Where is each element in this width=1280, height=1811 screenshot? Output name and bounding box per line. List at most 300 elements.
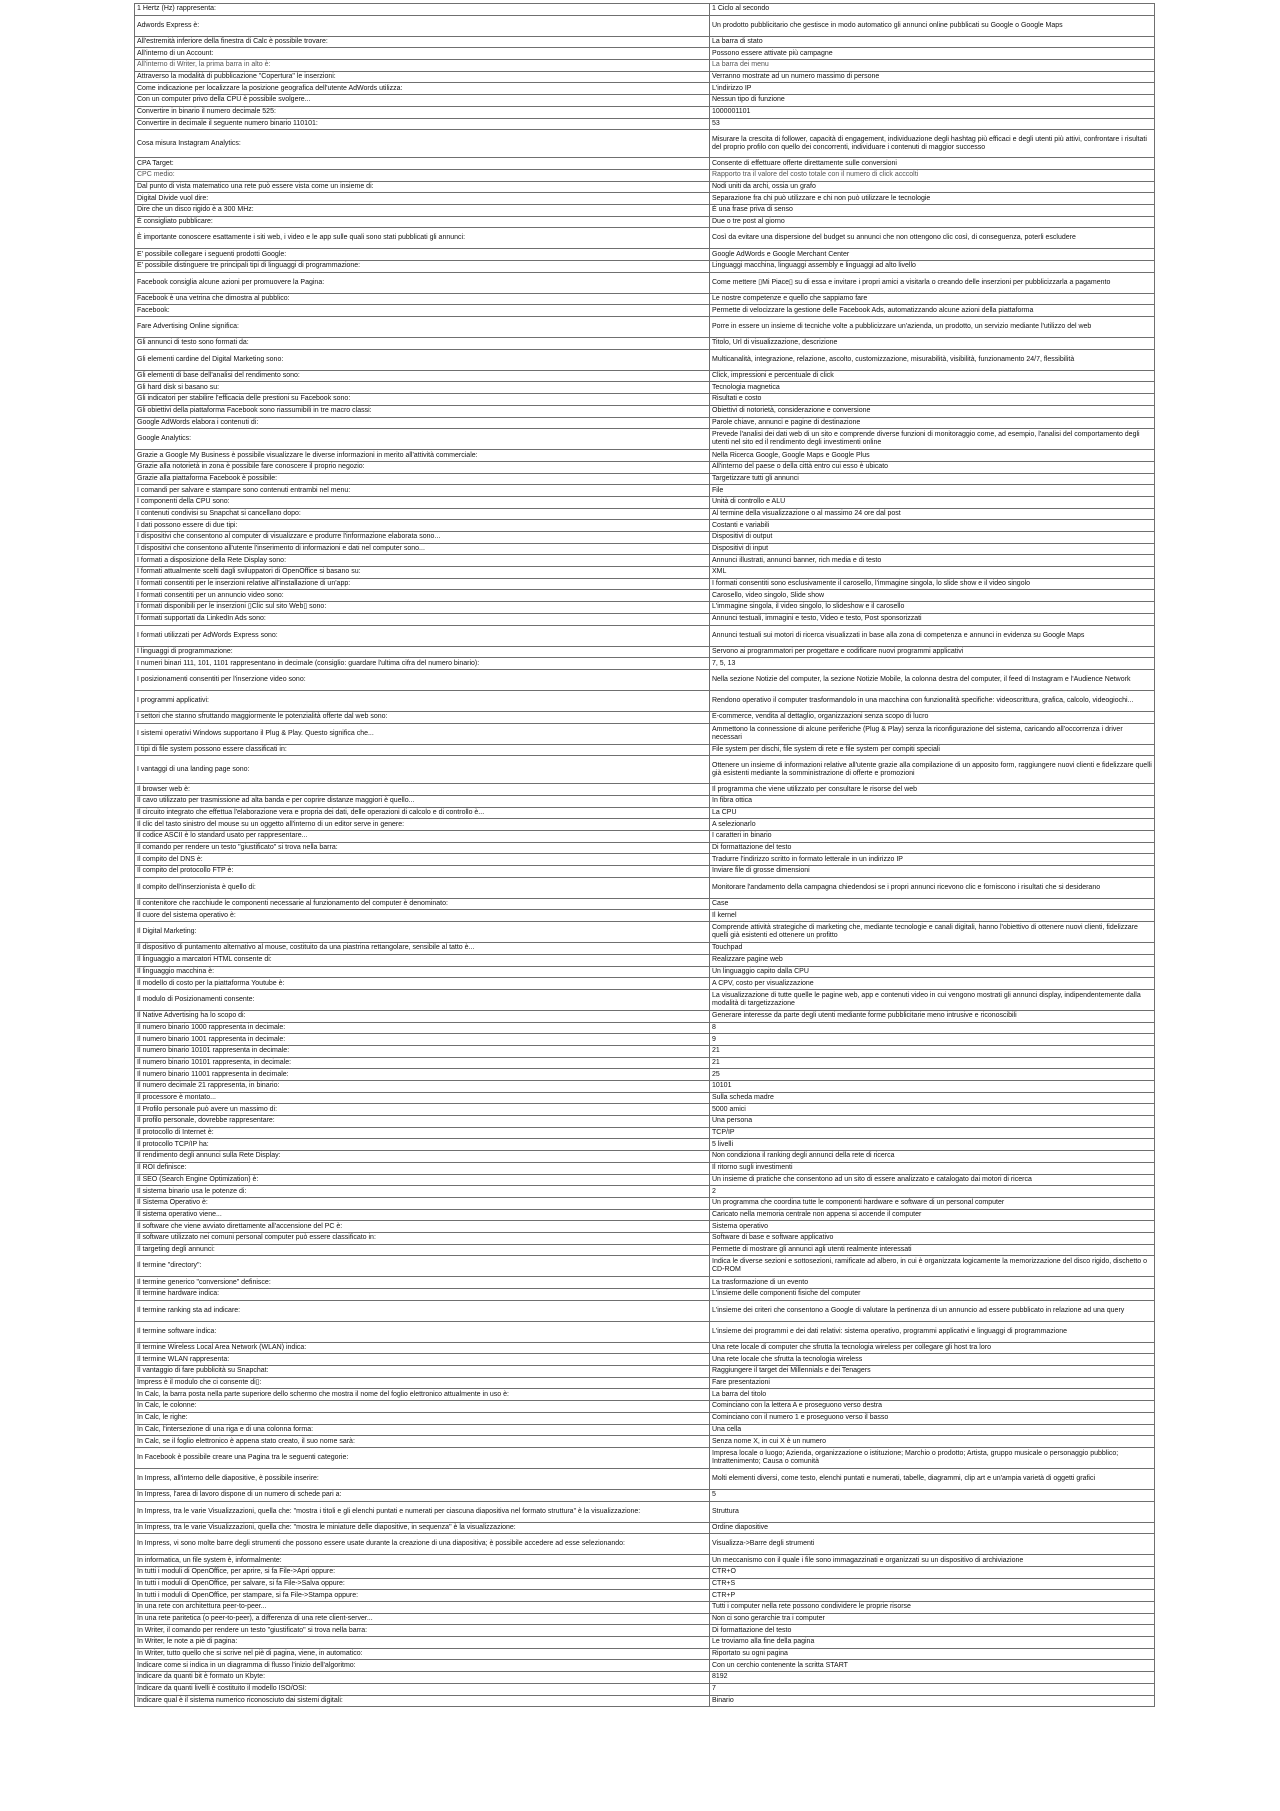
question-cell: Attraverso la modalità di pubblicazione "Copertura" le inserzioni: xyxy=(135,71,710,83)
answer-cell: La barra del titolo xyxy=(710,1389,1155,1401)
table-row xyxy=(135,71,1155,83)
question-cell: Il dispositivo di puntamento alternativo al mouse, costituito da una piastrina rettangolare, sensibile al tatto è... xyxy=(135,943,710,955)
question-cell: Google Analytics: xyxy=(135,429,710,450)
answer-cell: Riportato su ogni pagina xyxy=(710,1648,1155,1660)
answer-cell: Obiettivi di notorietà, considerazione e conversione xyxy=(710,405,1155,417)
answer-cell: 5 xyxy=(710,1489,1155,1501)
table-row xyxy=(135,1412,1155,1424)
question-cell: Il linguaggio a marcatori HTML consente di: xyxy=(135,954,710,966)
table-row xyxy=(135,1522,1155,1534)
table-row xyxy=(135,461,1155,473)
question-cell: Dal punto di vista matematico una rete può essere vista come un insieme di: xyxy=(135,181,710,193)
question-cell: Il rendimento degli annunci sulla Rete Display: xyxy=(135,1151,710,1163)
question-cell: Il Digital Marketing: xyxy=(135,922,710,943)
answer-cell: Separazione fra chi può utilizzare e chi non può utilizzare le tecnologie xyxy=(710,193,1155,205)
question-cell: Google AdWords elabora i contenuti di: xyxy=(135,417,710,429)
question-cell: Il numero binario 10101 rappresenta in decimale: xyxy=(135,1045,710,1057)
answer-cell: Ammettono la connessione di alcune periferiche (Plug & Play) senza la riconfigurazione del sistema, caricando all'occorrenza i driver necessari xyxy=(710,723,1155,744)
answer-cell: Cominciano con la lettera A e proseguono verso destra xyxy=(710,1401,1155,1413)
question-cell: È importante conoscere esattamente i siti web, i video e le app sulle quali sono stati pubblicati gli annunci: xyxy=(135,228,710,249)
question-cell: Il Profilo personale può avere un massimo di: xyxy=(135,1104,710,1116)
table-row xyxy=(135,1695,1155,1707)
question-cell: All'estremità inferiore della finestra di Calc è possibile trovare: xyxy=(135,36,710,48)
question-cell: Il contenitore che racchiude le componenti necessarie al funzionamento del computer è denominato: xyxy=(135,898,710,910)
answer-cell: Raggiungere il target dei Millennials e dei Tenagers xyxy=(710,1366,1155,1378)
question-cell: Cosa misura Instagram Analytics: xyxy=(135,130,710,158)
question-cell: Con un computer privo della CPU è possibile svolgere... xyxy=(135,95,710,107)
question-cell: I formati supportati da LinkedIn Ads sono: xyxy=(135,613,710,625)
table-row xyxy=(135,48,1155,60)
table-row xyxy=(135,658,1155,670)
answer-cell: Un prodotto pubblicitario che gestisce in modo automatico gli annunci online pubblicati su Google o Google Maps xyxy=(710,15,1155,36)
question-cell: Il termine WLAN rappresenta: xyxy=(135,1354,710,1366)
answer-cell: Servono ai programmatori per progettare e codificare nuovi programmi applicativi xyxy=(710,646,1155,658)
answer-cell: Cominciano con il numero 1 e proseguono verso il basso xyxy=(710,1412,1155,1424)
table-row xyxy=(135,1256,1155,1277)
table-row xyxy=(135,1116,1155,1128)
table-row xyxy=(135,943,1155,955)
answer-cell: Non condiziona il ranking degli annunci della rete di ricerca xyxy=(710,1151,1155,1163)
answer-cell: Costanti e variabili xyxy=(710,520,1155,532)
answer-cell: Multicanalità, integrazione, relazione, ascolto, customizzazione, misurabilità, visibilità, funzionamento 24/7, flessibilità xyxy=(710,349,1155,370)
answer-cell: Struttura xyxy=(710,1501,1155,1522)
answer-cell: Case xyxy=(710,898,1155,910)
question-cell: Il numero binario 11001 rappresenta in decimale: xyxy=(135,1069,710,1081)
table-row xyxy=(135,1321,1155,1342)
table-row xyxy=(135,807,1155,819)
answer-cell: Il ritorno sugli investimenti xyxy=(710,1162,1155,1174)
table-row xyxy=(135,1566,1155,1578)
table-row xyxy=(135,1389,1155,1401)
table-row xyxy=(135,496,1155,508)
question-cell: I dispositivi che consentono al computer di visualizzare e produrre l'informazione elaborata sono... xyxy=(135,532,710,544)
question-cell: Il modello di costo per la piattaforma Youtube è: xyxy=(135,978,710,990)
answer-cell: In fibra ottica xyxy=(710,795,1155,807)
table-row xyxy=(135,555,1155,567)
answer-cell: Parole chiave, annunci e pagine di destinazione xyxy=(710,417,1155,429)
table-row xyxy=(135,1300,1155,1321)
question-cell: Il clic del tasto sinistro del mouse su un oggetto all'interno di un editor serve in genere: xyxy=(135,819,710,831)
answer-cell: Consente di effettuare offerte direttamente sulle conversioni xyxy=(710,158,1155,170)
table-row xyxy=(135,1672,1155,1684)
table-row xyxy=(135,1034,1155,1046)
answer-cell: Al termine della visualizzazione o al massimo 24 ore dal post xyxy=(710,508,1155,520)
answer-cell: Una persona xyxy=(710,1116,1155,1128)
question-cell: In tutti i moduli di OpenOffice, per aprire, si fa File->Apri oppure: xyxy=(135,1566,710,1578)
answer-cell: Visualizza->Barre degli strumenti xyxy=(710,1534,1155,1555)
question-cell: I formati consentiti per le inserzioni relative all'installazione di un'app: xyxy=(135,578,710,590)
answer-cell: Tutti i computer nella rete possono condividere le proprie risorse xyxy=(710,1602,1155,1614)
question-cell: Il browser web è: xyxy=(135,784,710,796)
question-cell: Il vantaggio di fare pubblicità su Snapchat: xyxy=(135,1366,710,1378)
question-cell: Fare Advertising Online significa: xyxy=(135,317,710,338)
question-cell: In Impress, l'area di lavoro dispone di un numero di schede pari a: xyxy=(135,1489,710,1501)
table-row xyxy=(135,228,1155,249)
table-row xyxy=(135,1186,1155,1198)
answer-cell: Una cella xyxy=(710,1424,1155,1436)
answer-cell: Il kernel xyxy=(710,910,1155,922)
answer-cell: I formati consentiti sono esclusivamente il carosello, l'immagine singola, lo slide show e il video singolo xyxy=(710,578,1155,590)
answer-cell: Permette di mostrare gli annunci agli utenti realmente interessati xyxy=(710,1244,1155,1256)
table-row xyxy=(135,543,1155,555)
table-row xyxy=(135,36,1155,48)
table-row xyxy=(135,625,1155,646)
answer-cell: 9 xyxy=(710,1034,1155,1046)
answer-cell: Di formattazione del testo xyxy=(710,842,1155,854)
question-cell: In Facebook è possibile creare una Pagina tra le seguenti categorie: xyxy=(135,1447,710,1468)
question-cell: In Impress, tra le varie Visualizzazioni, quella che: "mostra i titoli e gli elenchi puntati e numerati per ciascuna diapositiva nel formato struttura" è la visualizzazione: xyxy=(135,1501,710,1522)
table-row xyxy=(135,473,1155,485)
table-row xyxy=(135,1221,1155,1233)
question-cell: Il cuore del sistema operativo è: xyxy=(135,910,710,922)
question-cell: Il protocollo di Internet è: xyxy=(135,1127,710,1139)
question-cell: Gli elementi di base dell'analisi del rendimento sono: xyxy=(135,370,710,382)
answer-cell: Nessun tipo di funzione xyxy=(710,95,1155,107)
table-row xyxy=(135,1209,1155,1221)
question-cell: CPC medio: xyxy=(135,169,710,181)
table-row xyxy=(135,1069,1155,1081)
table-row xyxy=(135,877,1155,898)
question-cell: Il profilo personale, dovrebbe rappresentare: xyxy=(135,1116,710,1128)
question-cell: Il modulo di Posizionamenti consente: xyxy=(135,989,710,1010)
question-cell: I vantaggi di una landing page sono: xyxy=(135,756,710,784)
table-row xyxy=(135,795,1155,807)
table-row xyxy=(135,1104,1155,1116)
table-row xyxy=(135,394,1155,406)
table-row xyxy=(135,83,1155,95)
table-row xyxy=(135,1151,1155,1163)
table-row xyxy=(135,842,1155,854)
table-row xyxy=(135,417,1155,429)
answer-cell: Touchpad xyxy=(710,943,1155,955)
answer-cell: Indica le diverse sezioni e sottosezioni, ramificate ad albero, in cui è organizzata logicamente la memorizzazione del disco rigido, dischetto o CD-ROM xyxy=(710,1256,1155,1277)
table-row xyxy=(135,370,1155,382)
question-cell: Il codice ASCII è lo standard usato per rappresentare... xyxy=(135,831,710,843)
answer-cell: 7, 5, 13 xyxy=(710,658,1155,670)
answer-cell: Comprende attività strategiche di marketing che, mediante tecnologie e canali digitali, hanno l'obiettivo di ottenere nuovi clienti, fidelizzare quelli già esistenti ed ottenere un profitto xyxy=(710,922,1155,943)
question-cell: Gli elementi cardine del Digital Marketing sono: xyxy=(135,349,710,370)
table-row xyxy=(135,819,1155,831)
table-row xyxy=(135,831,1155,843)
question-cell: I formati a disposizione della Rete Display sono: xyxy=(135,555,710,567)
table-row xyxy=(135,954,1155,966)
question-cell: I formati disponibili per le inserzioni ▯Clic sul sito Web▯ sono: xyxy=(135,602,710,614)
table-row xyxy=(135,854,1155,866)
answer-cell: E-commerce, vendita al dettaglio, organizzazioni senza scopo di lucro xyxy=(710,711,1155,723)
answer-cell: Fare presentazioni xyxy=(710,1377,1155,1389)
question-cell: In Writer, il comando per rendere un testo "giustificato" si trova nella barra: xyxy=(135,1625,710,1637)
answer-cell: Di formattazione del testo xyxy=(710,1625,1155,1637)
answer-cell: XML xyxy=(710,567,1155,579)
table-row xyxy=(135,317,1155,338)
answer-cell: Ordine diapositive xyxy=(710,1522,1155,1534)
answer-cell: Il programma che viene utilizzato per consultare le risorse del web xyxy=(710,784,1155,796)
table-row xyxy=(135,193,1155,205)
answer-cell: Tradurre l'indirizzo scritto in formato letterale in un indirizzo IP xyxy=(710,854,1155,866)
answer-cell: L'immagine singola, il video singolo, lo slideshow e il carosello xyxy=(710,602,1155,614)
answer-cell: Possono essere attivate più campagne xyxy=(710,48,1155,60)
answer-cell: Monitorare l'andamento della campagna chiedendosi se i propri annunci ricevono clic e forniscono i risultati che si desiderano xyxy=(710,877,1155,898)
answer-cell: L'insieme delle componenti fisiche del computer xyxy=(710,1289,1155,1301)
table-row xyxy=(135,216,1155,228)
table-row xyxy=(135,866,1155,878)
table-row xyxy=(135,508,1155,520)
answer-cell: I caratteri in binario xyxy=(710,831,1155,843)
question-cell: I dati possono essere di due tipi: xyxy=(135,520,710,532)
table-row xyxy=(135,1232,1155,1244)
table-row xyxy=(135,723,1155,744)
table-row xyxy=(135,1354,1155,1366)
table-row xyxy=(135,130,1155,158)
table-row xyxy=(135,15,1155,36)
question-cell: Il Sistema Operativo è: xyxy=(135,1197,710,1209)
question-cell: Facebook: xyxy=(135,305,710,317)
question-answer-table xyxy=(134,3,1155,1707)
answer-cell: Rapporto tra il valore del costo totale con il numero di click acccolti xyxy=(710,169,1155,181)
question-cell: Grazie alla notorietà in zona è possibile fare conoscere il proprio negozio: xyxy=(135,461,710,473)
question-cell: I settori che stanno sfruttando maggiormente le potenzialità offerte dal web sono: xyxy=(135,711,710,723)
answer-cell: La visualizzazione di tutte quelle le pagine web, app e contenuti video in cui vengono mostrati gli annunci display, indipendentemente dalla modalità di targetizzazione xyxy=(710,989,1155,1010)
question-cell: Il termine "directory": xyxy=(135,1256,710,1277)
table-row xyxy=(135,1092,1155,1104)
question-cell: Il software utilizzato nei comuni personal computer può essere classificato in: xyxy=(135,1232,710,1244)
table-row xyxy=(135,1501,1155,1522)
answer-cell: 10101 xyxy=(710,1081,1155,1093)
table-row xyxy=(135,567,1155,579)
answer-cell: All'interno del paese o della città entro cui esso è ubicato xyxy=(710,461,1155,473)
question-cell: In tutti i moduli di OpenOffice, per salvare, si fa File->Salva oppure: xyxy=(135,1578,710,1590)
question-cell: Il numero decimale 21 rappresenta, in binario: xyxy=(135,1081,710,1093)
table-row xyxy=(135,520,1155,532)
question-cell: Il sistema operativo viene... xyxy=(135,1209,710,1221)
table-row xyxy=(135,532,1155,544)
answer-cell: Dispositivi di input xyxy=(710,543,1155,555)
table-row xyxy=(135,1424,1155,1436)
table-row xyxy=(135,602,1155,614)
answer-cell: È una frase priva di senso xyxy=(710,204,1155,216)
question-cell: Adwords Express è: xyxy=(135,15,710,36)
table-row xyxy=(135,744,1155,756)
table-row xyxy=(135,1139,1155,1151)
question-cell: In Calc, l'intersezione di una riga e di una colonna forma: xyxy=(135,1424,710,1436)
table-row xyxy=(135,382,1155,394)
question-cell: Indicare da quanti livelli è costituito il modello ISO/OSI: xyxy=(135,1683,710,1695)
question-cell: In tutti i moduli di OpenOffice, per stampare, si fa File->Stampa oppure: xyxy=(135,1590,710,1602)
question-cell: Grazie a Google My Business è possibile visualizzare le diverse informazioni in merito all'attività commerciale: xyxy=(135,450,710,462)
table-row xyxy=(135,1010,1155,1022)
question-cell: E' possibile collegare i seguenti prodotti Google: xyxy=(135,249,710,261)
question-cell: I formati consentiti per un annuncio video sono: xyxy=(135,590,710,602)
answer-cell: Nella sezione Notizie del computer, la sezione Notizie Mobile, la colonna destra del computer, il feed di Instagram e l'Audience Network xyxy=(710,669,1155,690)
table-row xyxy=(135,106,1155,118)
question-cell: Il termine ranking sta ad indicare: xyxy=(135,1300,710,1321)
table-row xyxy=(135,349,1155,370)
answer-cell: Titolo, Url di visualizzazione, descrizione xyxy=(710,338,1155,350)
question-cell: Indicare come si indica in un diagramma di flusso l'inizio dell'algoritmo: xyxy=(135,1660,710,1672)
question-cell: In Calc, la barra posta nella parte superiore dello schermo che mostra il nome del foglio elettronico attualmente in uso è: xyxy=(135,1389,710,1401)
answer-cell: La barra dei menu xyxy=(710,60,1155,72)
answer-cell: Tecnologia magnetica xyxy=(710,382,1155,394)
answer-cell: Sulla scheda madre xyxy=(710,1092,1155,1104)
table-row xyxy=(135,1613,1155,1625)
answer-cell: Un programma che coordina tutte le componenti hardware e software di un personal computer xyxy=(710,1197,1155,1209)
question-cell: Gli indicatori per stabilire l'efficacia delle prestioni su Facebook sono: xyxy=(135,394,710,406)
answer-cell: 5 livelli xyxy=(710,1139,1155,1151)
question-cell: Il protocollo TCP/IP ha: xyxy=(135,1139,710,1151)
table-row xyxy=(135,158,1155,170)
table-row xyxy=(135,669,1155,690)
question-cell: Il compito dell'inserzionista è quello di: xyxy=(135,877,710,898)
table-row xyxy=(135,613,1155,625)
question-cell: E' possibile distinguere tre principali tipi di linguaggi di programmazione: xyxy=(135,261,710,273)
answer-cell: File xyxy=(710,485,1155,497)
answer-cell: 7 xyxy=(710,1683,1155,1695)
answer-cell: Targetizzare tutti gli annunci xyxy=(710,473,1155,485)
table-row xyxy=(135,1637,1155,1649)
question-cell: Il termine generico "conversione" definisce: xyxy=(135,1277,710,1289)
answer-cell: Software di base e software applicativo xyxy=(710,1232,1155,1244)
question-cell: Il termine Wireless Local Area Network (WLAN) indica: xyxy=(135,1342,710,1354)
table-row xyxy=(135,60,1155,72)
question-cell: Come indicazione per localizzare la posizione geografica dell'utente AdWords utilizza: xyxy=(135,83,710,95)
question-cell: In Calc, se il foglio elettronico è appena stato creato, il suo nome sarà: xyxy=(135,1436,710,1448)
question-cell: Il compito del DNS è: xyxy=(135,854,710,866)
question-cell: I linguaggi di programmazione: xyxy=(135,646,710,658)
question-cell: Il SEO (Search Engine Optimization) è: xyxy=(135,1174,710,1186)
answer-cell: Inviare file di grosse dimensioni xyxy=(710,866,1155,878)
answer-cell: La CPU xyxy=(710,807,1155,819)
answer-cell: Impresa locale o luogo; Azienda, organizzazione o istituzione; Marchio o prodotto; Artista, gruppo musicale o personaggio pubblico; Intrattenimento; Causa o comunità xyxy=(710,1447,1155,1468)
answer-cell: Nodi uniti da archi, ossia un grafo xyxy=(710,181,1155,193)
answer-cell: Annunci testuali, immagini e testo, Video e testo, Post sponsorizzati xyxy=(710,613,1155,625)
answer-cell: La barra di stato xyxy=(710,36,1155,48)
question-cell: Il termine software indica: xyxy=(135,1321,710,1342)
table-row xyxy=(135,690,1155,711)
question-cell: In Writer, tutto quello che si scrive nel piè di pagina, viene, in automatico: xyxy=(135,1648,710,1660)
answer-cell: Dispositivi di output xyxy=(710,532,1155,544)
question-cell: Il software che viene avviato direttamente all'accensione del PC è: xyxy=(135,1221,710,1233)
table-row xyxy=(135,978,1155,990)
answer-cell: Risultati e costo xyxy=(710,394,1155,406)
question-cell: I tipi di file system possono essere classificati in: xyxy=(135,744,710,756)
table-row xyxy=(135,204,1155,216)
table-row xyxy=(135,181,1155,193)
table-row xyxy=(135,169,1155,181)
table-row xyxy=(135,1045,1155,1057)
answer-cell: 21 xyxy=(710,1057,1155,1069)
question-cell: Facebook consiglia alcune azioni per promuovere la Pagina: xyxy=(135,272,710,293)
answer-cell: Una rete locale di computer che sfrutta la tecnologia wireless per collegare gli host tra loro xyxy=(710,1342,1155,1354)
table-row xyxy=(135,429,1155,450)
answer-cell: CTR+O xyxy=(710,1566,1155,1578)
question-cell: Il comando per rendere un testo "giustificato" si trova nella barra: xyxy=(135,842,710,854)
answer-cell: Linguaggi macchina, linguaggi assembly e linguaggi ad alto livello xyxy=(710,261,1155,273)
question-cell: I dispositivi che consentono all'utente l'inserimento di informazioni e dati nel computer sono... xyxy=(135,543,710,555)
table-row xyxy=(135,646,1155,658)
question-cell: Il linguaggio macchina è: xyxy=(135,966,710,978)
question-cell: In Impress, vi sono molte barre degli strumenti che possono essere usate durante la creazione di una diapositiva; è possibile accedere ad esse selezionando: xyxy=(135,1534,710,1555)
table-row xyxy=(135,1683,1155,1695)
table-row xyxy=(135,1660,1155,1672)
table-row xyxy=(135,305,1155,317)
answer-cell: Verranno mostrate ad un numero massimo di persone xyxy=(710,71,1155,83)
answer-cell: Prevede l'analisi dei dati web di un sito e comprende diverse funzioni di monitoraggio come, ad esempio, l'analisi del comportamento degli utenti nel sito ed il rendimento degli investimenti online xyxy=(710,429,1155,450)
answer-cell: 1000001101 xyxy=(710,106,1155,118)
table-row xyxy=(135,1022,1155,1034)
table-row xyxy=(135,272,1155,293)
answer-cell: File system per dischi, file system di rete e file system per compiti speciali xyxy=(710,744,1155,756)
answer-cell: Non ci sono gerarchie tra i computer xyxy=(710,1613,1155,1625)
question-cell: Indicare da quanti bit è formato un Kbyte: xyxy=(135,1672,710,1684)
answer-cell: Rendono operativo il computer trasformandolo in una macchina con funzionalità specifiche: videoscrittura, grafica, calcolo, videogiochi... xyxy=(710,690,1155,711)
question-cell: Gli obiettivi della piattaforma Facebook sono riassumibili in tre macro classi: xyxy=(135,405,710,417)
question-cell: In Impress, all'interno delle diapositive, è possibile inserire: xyxy=(135,1468,710,1489)
question-cell: I posizionamenti consentiti per l'inserzione video sono: xyxy=(135,669,710,690)
answer-cell: Un linguaggio capito dalla CPU xyxy=(710,966,1155,978)
table-row xyxy=(135,338,1155,350)
answer-cell: Due o tre post al giorno xyxy=(710,216,1155,228)
answer-cell: CTR+S xyxy=(710,1578,1155,1590)
answer-cell: 8192 xyxy=(710,1672,1155,1684)
table-row xyxy=(135,1277,1155,1289)
question-cell: Il ROI definisce: xyxy=(135,1162,710,1174)
table-row xyxy=(135,1534,1155,1555)
table-row xyxy=(135,1244,1155,1256)
table-row xyxy=(135,989,1155,1010)
table-row xyxy=(135,578,1155,590)
table-row xyxy=(135,1648,1155,1660)
answer-cell: 8 xyxy=(710,1022,1155,1034)
question-cell: I sistemi operativi Windows supportano il Plug & Play. Questo significa che... xyxy=(135,723,710,744)
table-row xyxy=(135,1197,1155,1209)
question-cell: I formati utilizzati per AdWords Express sono: xyxy=(135,625,710,646)
table-row xyxy=(135,1590,1155,1602)
question-cell: CPA Target: xyxy=(135,158,710,170)
answer-cell: La trasformazione di un evento xyxy=(710,1277,1155,1289)
answer-cell: L'insieme dei criteri che consentono a Google di valutare la pertinenza di un annuncio ad essere pubblicato in relazione ad una query xyxy=(710,1300,1155,1321)
table-row xyxy=(135,4,1155,16)
table-row xyxy=(135,1447,1155,1468)
question-cell: Il termine hardware indica: xyxy=(135,1289,710,1301)
question-cell: Facebook è una vetrina che dimostra al pubblico: xyxy=(135,293,710,305)
question-cell: Il targeting degli annunci: xyxy=(135,1244,710,1256)
question-cell: Gli hard disk si basano su: xyxy=(135,382,710,394)
table-row xyxy=(135,711,1155,723)
answer-cell: L'insieme dei programmi e dei dati relativi: sistema operativo, programmi applicativi e linguaggi di programmazione xyxy=(710,1321,1155,1342)
table-row xyxy=(135,1127,1155,1139)
answer-cell: Le troviamo alla fine della pagina xyxy=(710,1637,1155,1649)
question-cell: In Calc, le righe: xyxy=(135,1412,710,1424)
table-row xyxy=(135,405,1155,417)
table-row xyxy=(135,261,1155,273)
question-cell: In Calc, le colonne: xyxy=(135,1401,710,1413)
table-row xyxy=(135,1555,1155,1567)
table-row xyxy=(135,293,1155,305)
question-cell: Convertire in decimale il seguente numero binario 110101: xyxy=(135,118,710,130)
question-cell: Indicare qual è il sistema numerico riconosciuto dai sistemi digitali: xyxy=(135,1695,710,1707)
question-cell: All'interno di un Account: xyxy=(135,48,710,60)
answer-cell: Annunci testuali sui motori di ricerca visualizzati in base alla zona di competenza e annunci in evidenza su Google Maps xyxy=(710,625,1155,646)
question-cell: Il sistema binario usa le potenze di: xyxy=(135,1186,710,1198)
table-row xyxy=(135,1602,1155,1614)
answer-cell: TCP/IP xyxy=(710,1127,1155,1139)
table-row xyxy=(135,590,1155,602)
answer-cell: Caricato nella memoria centrale non appena si accende il computer xyxy=(710,1209,1155,1221)
answer-cell: 21 xyxy=(710,1045,1155,1057)
answer-cell: L'indirizzo IP xyxy=(710,83,1155,95)
table-row xyxy=(135,450,1155,462)
table-row xyxy=(135,249,1155,261)
